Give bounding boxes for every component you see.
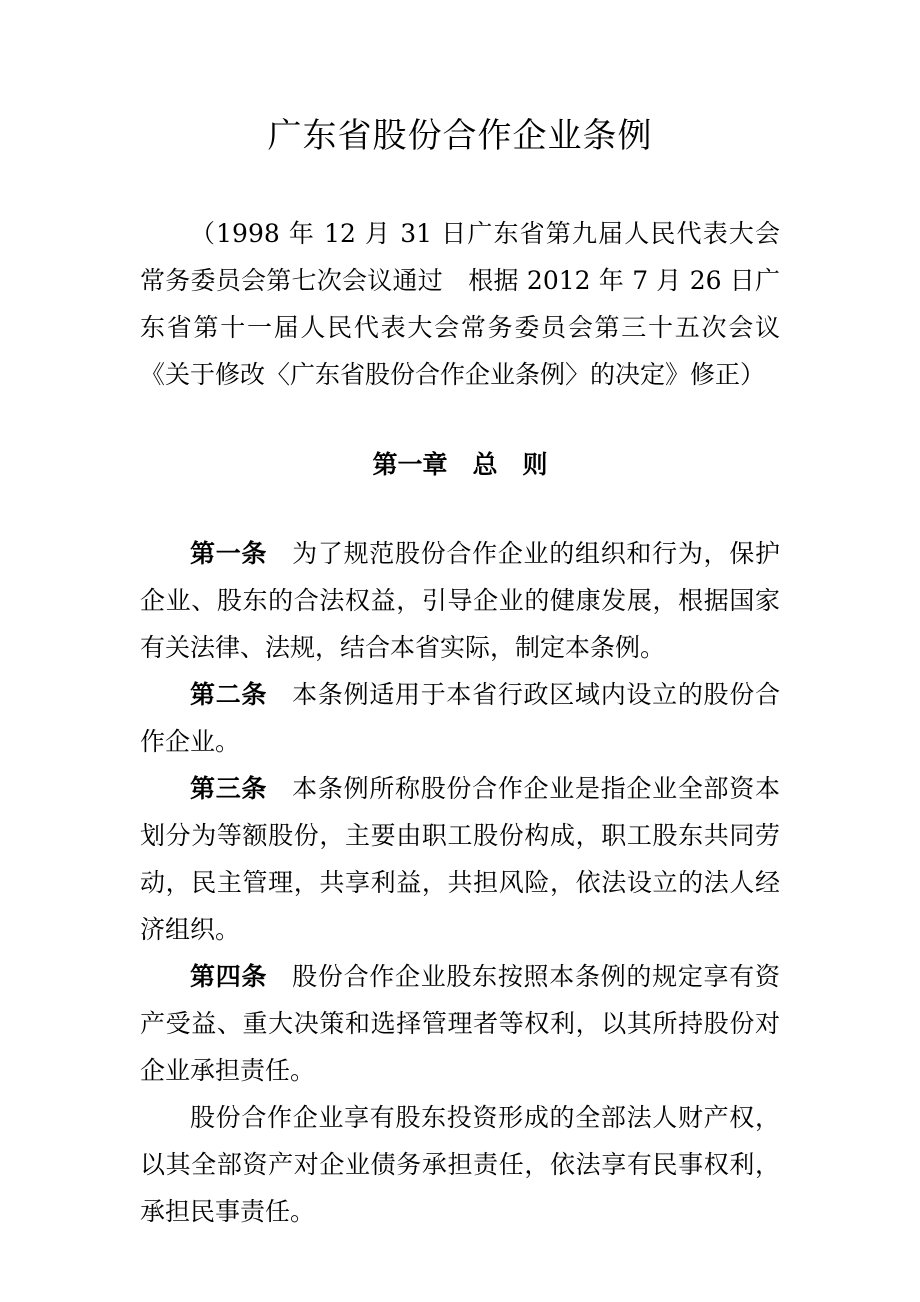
article-text: 本条例所称股份合作企业是指企业全部资本划分为等额股份，主要由职工股份构成，职工股东共同劳动，民主管理，共享利益，共担风险，依法设立的法人经济组织。: [140, 774, 780, 944]
article-number: 第二条: [190, 680, 268, 709]
article-number: 第一条: [190, 539, 268, 568]
article-text: 本条例适用于本省行政区域内设立的股份合作企业。: [140, 680, 780, 756]
article-4: [140, 953, 780, 1094]
chapter-heading: 第一章 总 则: [372, 450, 548, 479]
article-number: 第三条: [190, 774, 268, 803]
article-number: 第四条: [190, 962, 268, 991]
document-title: 广东省股份合作企业条例: [267, 116, 653, 156]
article-1: [140, 530, 780, 671]
article-3: [140, 765, 780, 953]
adoption-note: （1998 年 12 月 31 日广东省第九届人民代表大会常务委员会第七次会议通过 根据 2012 年 7 月 26 日广东省第十一届人民代表大会常务委员会第三十五次会议《关于修改〈广东省股份合作企业条例〉的决定》修正）: [140, 219, 780, 389]
article-text: 为了规范股份合作企业的组织和行为，保护企业、股东的合法权益，引导企业的健康发展，根据国家有关法律、法规，结合本省实际，制定本条例。: [140, 539, 780, 662]
article-4-paragraph-2: 股份合作企业享有股东投资形成的全部法人财产权，以其全部资产对企业债务承担责任，依法享有民事权利，承担民事责任。: [140, 1103, 780, 1226]
articles-section: [140, 530, 780, 1235]
article-text: 股份合作企业股东按照本条例的规定享有资产受益、重大决策和选择管理者等权利，以其所持股份对企业承担责任。: [140, 962, 780, 1085]
article-2: [140, 671, 780, 765]
